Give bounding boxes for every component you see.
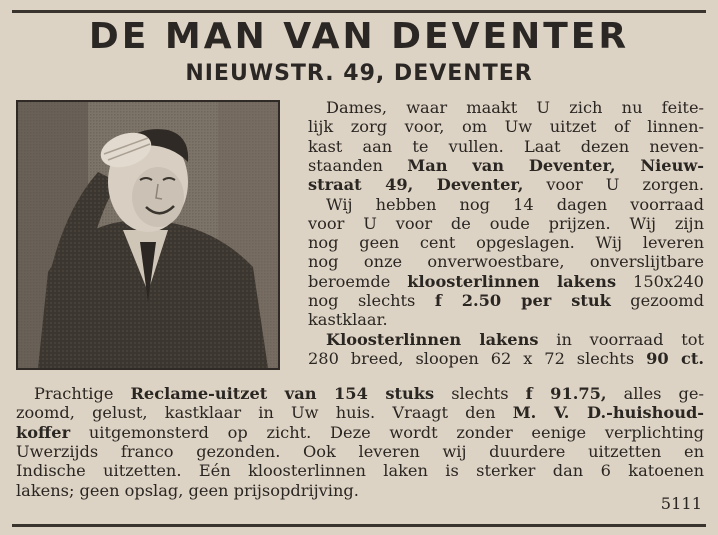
portrait-photo [16, 100, 280, 370]
bold-text: Reclame-uitzet van 154 stuks [130, 384, 435, 403]
text-run: gezoomd [610, 291, 704, 310]
text-run: staanden [308, 155, 408, 175]
text-run: slechts [434, 384, 526, 403]
bold-text: f 91.75, [525, 384, 607, 403]
text-line [308, 310, 704, 329]
ad-code: 5111 [660, 494, 702, 513]
text-run: Wij hebben nog 14 dagen voorraad [326, 194, 704, 214]
text-run: nog geen cent opgeslagen. Wij leveren [308, 233, 704, 253]
text-line [308, 272, 704, 291]
text-run: in voorraad tot [538, 329, 704, 349]
text-run: Prachtige [34, 384, 131, 403]
subheadline: NIEUWSTR. 49, DEVENTER [185, 61, 533, 86]
text-line [308, 156, 704, 175]
text-line [308, 291, 704, 310]
text-run: uitgemonsterd op zicht. Deze wordt zonder eenige verplichting [70, 422, 704, 442]
headline: DE MAN VAN DEVENTER [88, 16, 630, 57]
text-line [308, 98, 704, 117]
text-line [16, 481, 704, 500]
bold-text: straat 49, Deventer, [308, 175, 524, 195]
text-line [308, 137, 704, 156]
text-line [16, 403, 704, 422]
bottom-rule [12, 524, 706, 527]
text-line [308, 349, 704, 368]
text-line [308, 214, 704, 233]
text-run: lijk zorg voor, om Uw uitzet of linnen- [308, 117, 704, 137]
top-rule [12, 10, 706, 13]
bold-text: 90 ct. [646, 348, 704, 368]
bold-text: f 2.50 per stuk [434, 291, 611, 310]
text-run: Indische uitzetten. Eén kloosterlinnen laken is sterker dan 6 katoenen [16, 461, 704, 481]
text-line [308, 252, 704, 271]
text-run: beroemde [308, 271, 408, 291]
text-line [16, 384, 704, 403]
text-line [16, 423, 704, 442]
text-line [308, 330, 704, 349]
text-line [16, 442, 704, 461]
text-run: lakens; geen opslag, geen prijsopdrijving. [16, 480, 359, 500]
bold-text: koffer [16, 422, 71, 442]
text-line [308, 117, 704, 136]
text-line [308, 195, 704, 214]
text-run: zoomd, gelust, kastklaar in Uw huis. Vraagt den [16, 403, 513, 423]
text-run: kastklaar. [308, 310, 388, 330]
text-line [308, 175, 704, 194]
text-run: Dames, waar maakt U zich nu feite- [326, 98, 704, 117]
portrait-illustration [18, 102, 278, 368]
text-run: voor U voor de oude prijzen. Wij zijn [308, 213, 704, 233]
bold-text: Kloosterlinnen lakens [326, 329, 539, 349]
text-run: alles ge- [606, 384, 704, 403]
text-line [16, 461, 704, 480]
text-run: nog slechts [308, 291, 435, 310]
text-run: 280 breed, sloopen 62 x 72 slechts [308, 348, 647, 368]
text-line [308, 233, 704, 252]
bold-text: M. V. D.-huishoud- [512, 403, 704, 423]
text-run: nog onze onverwoestbare, onverslijtbare [308, 252, 704, 272]
text-run: 150x240 [616, 271, 704, 291]
bold-text: kloosterlinnen lakens [407, 271, 617, 291]
text-run: kast aan te vullen. Laat dezen neven- [308, 136, 704, 156]
text-run: Uwerzijds franco gezonden. Ook leveren wij duurdere uitzetten en [16, 441, 704, 461]
text-run: voor U zorgen. [523, 175, 704, 195]
bold-text: Man van Deventer, Nieuw- [407, 155, 704, 175]
